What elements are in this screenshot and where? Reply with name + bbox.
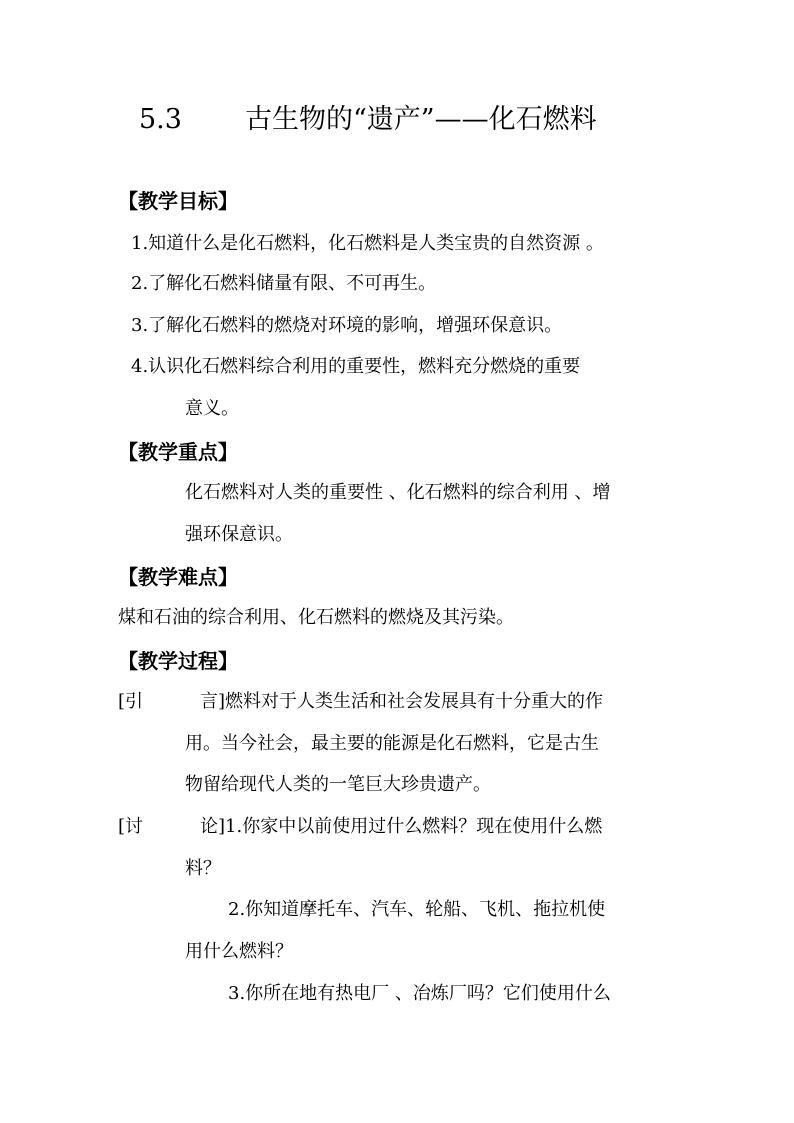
intro-text: 言]燃料对于人类生活和社会发展具有十分重大的作 bbox=[200, 691, 604, 712]
intro-line: 用。当今社会，最主要的能源是化石燃料，它是古生 bbox=[185, 733, 599, 754]
discuss-line: 2.你知道摩托车、汽车、轮船、飞机、拖拉机使 bbox=[228, 899, 606, 920]
key-points-line: 强环保意识。 bbox=[185, 524, 293, 545]
objective-item: 4.认识化石燃料综合利用的重要性，燃料充分燃烧的重要 bbox=[131, 356, 581, 377]
difficulties-heading: 【教学难点】 bbox=[118, 565, 238, 589]
objective-item-continuation: 意义。 bbox=[185, 398, 239, 419]
objective-item: 3.了解化石燃料的燃烧对环境的影响，增强环保意识。 bbox=[131, 315, 563, 336]
discuss-line: 用什么燃料？ bbox=[185, 941, 293, 962]
process-heading: 【教学过程】 bbox=[118, 649, 238, 673]
discuss-line: 料？ bbox=[185, 858, 221, 879]
intro-label: [引 bbox=[118, 691, 144, 712]
discuss-label: [讨 bbox=[118, 816, 144, 837]
objectives-heading: 【教学目标】 bbox=[118, 189, 238, 213]
key-points-line: 化石燃料对人类的重要性 、化石燃料的综合利用 、增 bbox=[185, 482, 611, 503]
section-title: 古生物的“遗产”——化石燃料 bbox=[245, 104, 597, 135]
discuss-line: 3.你所在地有热电厂 、冶炼厂吗？它们使用什么 bbox=[228, 983, 611, 1004]
objective-item: 2.了解化石燃料储量有限、不可再生。 bbox=[131, 273, 437, 294]
page-title bbox=[0, 98, 794, 142]
key-points-heading: 【教学重点】 bbox=[118, 440, 238, 464]
section-number: 5.3 bbox=[139, 104, 182, 135]
intro-line: 物留给现代人类的一笔巨大珍贵遗产。 bbox=[185, 774, 491, 795]
difficulties-line: 煤和石油的综合利用、化石燃料的燃烧及其污染。 bbox=[118, 607, 514, 628]
objective-item: 1.知道什么是化石燃料，化石燃料是人类宝贵的自然资源 。 bbox=[131, 233, 604, 254]
discuss-text: 论]1.你家中以前使用过什么燃料？现在使用什么燃 bbox=[200, 816, 603, 837]
